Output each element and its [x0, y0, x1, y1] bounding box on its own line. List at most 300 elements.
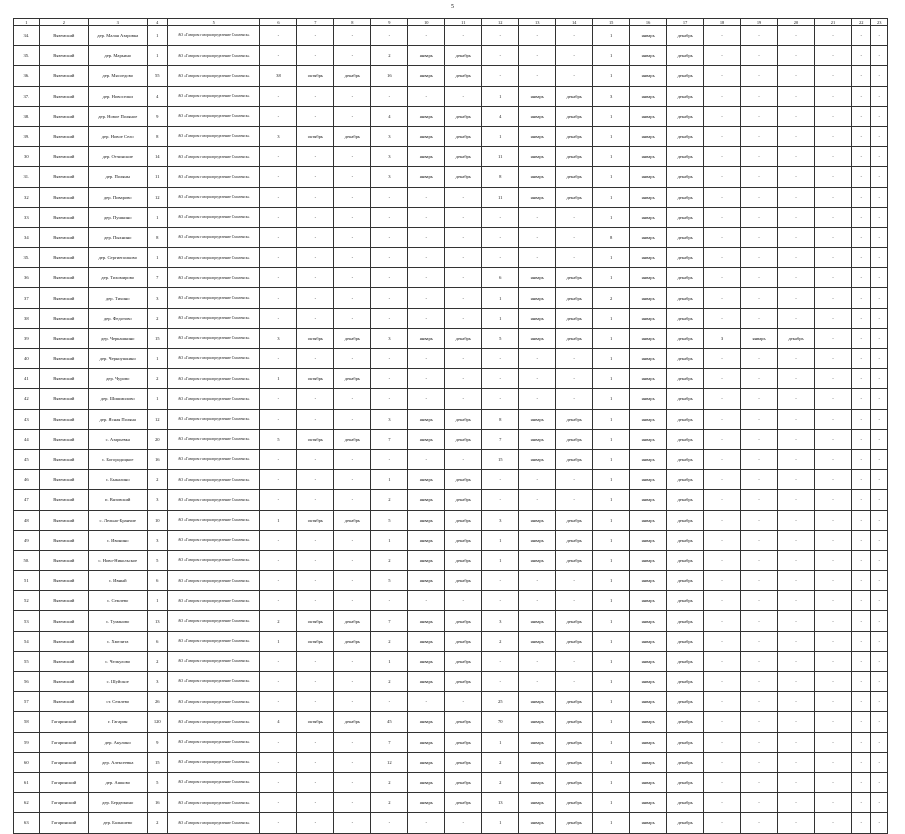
value-cell: -: [371, 207, 408, 227]
value-cell: -: [260, 490, 297, 510]
value-cell: 2: [482, 752, 519, 772]
column-number-header: 21: [814, 19, 851, 26]
value-cell: -: [519, 470, 556, 490]
value-cell: декабрь: [667, 187, 704, 207]
locality-cell: г. Гагарин: [88, 712, 147, 732]
district-cell: Вяземский: [39, 147, 88, 167]
row-number: 39.: [14, 126, 40, 146]
value-cell: 1: [371, 530, 408, 550]
column-number-header: 10: [408, 19, 445, 26]
total-cell: 4: [147, 86, 168, 106]
total-cell: 3: [147, 490, 168, 510]
locality-cell: дер. Бердюкино: [88, 793, 147, 813]
total-cell: 9: [147, 732, 168, 752]
value-cell: -: [371, 308, 408, 328]
value-cell: 1: [593, 389, 630, 409]
row-number: 48: [14, 510, 40, 530]
table-row: [14, 167, 888, 187]
value-cell: октябрь: [297, 510, 334, 530]
value-cell: 1: [260, 369, 297, 389]
organization-cell: АО «Газпром газораспределение Смоленск»: [168, 187, 260, 207]
value-cell: -: [778, 631, 815, 651]
value-cell: декабрь: [445, 631, 482, 651]
value-cell: 4: [260, 712, 297, 732]
value-cell: -: [371, 591, 408, 611]
district-cell: Вяземский: [39, 187, 88, 207]
value-cell: 2: [371, 550, 408, 570]
value-cell: -: [482, 46, 519, 66]
value-cell: -: [814, 349, 851, 369]
value-cell: -: [778, 106, 815, 126]
locality-cell: дер. Ашково: [88, 772, 147, 792]
locality-cell: дер. Ясная Поляна: [88, 409, 147, 429]
organization-cell: АО «Газпром газораспределение Смоленск»: [168, 510, 260, 530]
value-cell: -: [482, 571, 519, 591]
value-cell: 3: [482, 611, 519, 631]
value-cell: -: [814, 672, 851, 692]
total-cell: 2: [147, 651, 168, 671]
value-cell: -: [778, 349, 815, 369]
value-cell: -: [851, 308, 871, 328]
value-cell: 1: [593, 571, 630, 591]
value-cell: -: [334, 46, 371, 66]
value-cell: -: [871, 429, 888, 449]
table-row: [14, 187, 888, 207]
value-cell: -: [778, 167, 815, 187]
value-cell: -: [260, 470, 297, 490]
locality-cell: дер. Сергиеполково: [88, 248, 147, 268]
value-cell: январь: [519, 86, 556, 106]
value-cell: -: [778, 550, 815, 570]
value-cell: -: [814, 26, 851, 46]
total-cell: 1: [147, 207, 168, 227]
value-cell: 1: [593, 106, 630, 126]
row-number: 61: [14, 772, 40, 792]
district-cell: Вяземский: [39, 510, 88, 530]
value-cell: -: [814, 66, 851, 86]
value-cell: -: [871, 86, 888, 106]
value-cell: январь: [519, 268, 556, 288]
locality-cell: дер. Тихомирово: [88, 268, 147, 288]
table-row: [14, 268, 888, 288]
district-cell: Вяземский: [39, 328, 88, 348]
organization-cell: АО «Газпром газораспределение Смоленск»: [168, 470, 260, 490]
value-cell: -: [297, 772, 334, 792]
total-cell: 8: [147, 126, 168, 146]
value-cell: 1: [593, 46, 630, 66]
value-cell: -: [778, 268, 815, 288]
table-row: [14, 793, 888, 813]
value-cell: -: [704, 470, 741, 490]
table-row: [14, 449, 888, 469]
value-cell: декабрь: [667, 147, 704, 167]
value-cell: -: [297, 550, 334, 570]
total-cell: 20: [147, 429, 168, 449]
value-cell: -: [814, 712, 851, 732]
value-cell: -: [704, 752, 741, 772]
value-cell: -: [704, 651, 741, 671]
value-cell: -: [556, 389, 593, 409]
value-cell: -: [871, 248, 888, 268]
column-number-header: 15: [593, 19, 630, 26]
value-cell: 1: [593, 550, 630, 570]
value-cell: -: [334, 752, 371, 772]
value-cell: -: [408, 288, 445, 308]
value-cell: -: [778, 429, 815, 449]
value-cell: декабрь: [556, 813, 593, 833]
value-cell: 1: [482, 86, 519, 106]
locality-cell: с. Быкалино: [88, 470, 147, 490]
district-cell: Гагаринский: [39, 732, 88, 752]
value-cell: 1: [482, 732, 519, 752]
table-row: [14, 227, 888, 247]
value-cell: -: [704, 268, 741, 288]
value-cell: -: [741, 470, 778, 490]
value-cell: 1: [593, 611, 630, 631]
organization-cell: АО «Газпром газораспределение Смоленск»: [168, 793, 260, 813]
value-cell: январь: [630, 550, 667, 570]
value-cell: декабрь: [556, 550, 593, 570]
value-cell: -: [778, 248, 815, 268]
value-cell: -: [814, 651, 851, 671]
value-cell: -: [408, 207, 445, 227]
value-cell: -: [334, 248, 371, 268]
value-cell: -: [371, 26, 408, 46]
value-cell: -: [851, 651, 871, 671]
value-cell: -: [297, 288, 334, 308]
value-cell: январь: [630, 126, 667, 146]
value-cell: январь: [630, 106, 667, 126]
value-cell: -: [704, 66, 741, 86]
value-cell: -: [814, 752, 851, 772]
value-cell: -: [334, 793, 371, 813]
organization-cell: АО «Газпром газораспределение Смоленск»: [168, 268, 260, 288]
column-number-header: 6: [260, 19, 297, 26]
value-cell: -: [297, 227, 334, 247]
value-cell: -: [334, 349, 371, 369]
value-cell: -: [408, 389, 445, 409]
value-cell: январь: [630, 328, 667, 348]
value-cell: 2: [482, 631, 519, 651]
value-cell: -: [851, 288, 871, 308]
organization-cell: АО «Газпром газораспределение Смоленск»: [168, 490, 260, 510]
value-cell: октябрь: [297, 611, 334, 631]
value-cell: -: [871, 349, 888, 369]
value-cell: 7: [482, 429, 519, 449]
value-cell: 1: [593, 752, 630, 772]
value-cell: -: [482, 207, 519, 227]
value-cell: -: [556, 349, 593, 369]
organization-cell: АО «Газпром газораспределение Смоленск»: [168, 692, 260, 712]
locality-cell: дер. Алексеевка: [88, 752, 147, 772]
value-cell: -: [260, 268, 297, 288]
value-cell: -: [851, 591, 871, 611]
value-cell: -: [334, 591, 371, 611]
value-cell: декабрь: [334, 712, 371, 732]
value-cell: -: [778, 793, 815, 813]
value-cell: январь: [408, 611, 445, 631]
value-cell: -: [445, 349, 482, 369]
total-cell: 2: [147, 308, 168, 328]
organization-cell: АО «Газпром газораспределение Смоленск»: [168, 207, 260, 227]
district-cell: Вяземский: [39, 369, 88, 389]
value-cell: январь: [519, 409, 556, 429]
value-cell: -: [851, 106, 871, 126]
district-cell: Вяземский: [39, 167, 88, 187]
value-cell: -: [871, 167, 888, 187]
table-row: [14, 86, 888, 106]
organization-cell: АО «Газпром газораспределение Смоленск»: [168, 349, 260, 369]
value-cell: 1: [593, 26, 630, 46]
value-cell: -: [371, 86, 408, 106]
organization-cell: АО «Газпром газораспределение Смоленск»: [168, 369, 260, 389]
value-cell: -: [704, 813, 741, 833]
value-cell: -: [297, 26, 334, 46]
row-number: 50.: [14, 550, 40, 570]
value-cell: -: [778, 672, 815, 692]
value-cell: 3: [371, 126, 408, 146]
value-cell: -: [260, 207, 297, 227]
value-cell: октябрь: [297, 126, 334, 146]
value-cell: 5: [482, 328, 519, 348]
value-cell: декабрь: [556, 268, 593, 288]
value-cell: -: [851, 611, 871, 631]
value-cell: декабрь: [445, 793, 482, 813]
value-cell: январь: [519, 308, 556, 328]
locality-cell: с. Туманово: [88, 611, 147, 631]
value-cell: -: [408, 187, 445, 207]
value-cell: -: [260, 772, 297, 792]
organization-cell: АО «Газпром газораспределение Смоленск»: [168, 449, 260, 469]
value-cell: -: [871, 268, 888, 288]
value-cell: январь: [519, 793, 556, 813]
table-row: [14, 147, 888, 167]
value-cell: январь: [630, 147, 667, 167]
value-cell: -: [741, 268, 778, 288]
value-cell: -: [297, 490, 334, 510]
column-number-header: 13: [519, 19, 556, 26]
value-cell: 2: [371, 772, 408, 792]
value-cell: декабрь: [445, 672, 482, 692]
value-cell: -: [814, 470, 851, 490]
value-cell: -: [778, 692, 815, 712]
value-cell: -: [482, 651, 519, 671]
column-number-header: 1: [14, 19, 40, 26]
value-cell: декабрь: [667, 349, 704, 369]
value-cell: 11: [482, 147, 519, 167]
value-cell: -: [371, 187, 408, 207]
schedule-table: [13, 18, 888, 834]
value-cell: 45: [371, 712, 408, 732]
value-cell: -: [519, 26, 556, 46]
value-cell: -: [297, 248, 334, 268]
organization-cell: АО «Газпром газораспределение Смоленск»: [168, 752, 260, 772]
value-cell: январь: [630, 530, 667, 550]
value-cell: -: [260, 389, 297, 409]
column-number-header: 14: [556, 19, 593, 26]
value-cell: -: [260, 187, 297, 207]
value-cell: -: [334, 26, 371, 46]
value-cell: -: [871, 712, 888, 732]
value-cell: -: [704, 106, 741, 126]
value-cell: -: [851, 470, 871, 490]
organization-cell: АО «Газпром газораспределение Смоленск»: [168, 571, 260, 591]
row-number: 35.: [14, 46, 40, 66]
value-cell: -: [297, 591, 334, 611]
value-cell: январь: [630, 349, 667, 369]
value-cell: -: [482, 490, 519, 510]
row-number: 53: [14, 611, 40, 631]
value-cell: январь: [408, 167, 445, 187]
value-cell: -: [260, 147, 297, 167]
table-row: [14, 288, 888, 308]
value-cell: -: [741, 248, 778, 268]
value-cell: декабрь: [334, 369, 371, 389]
value-cell: январь: [630, 227, 667, 247]
value-cell: -: [704, 793, 741, 813]
value-cell: декабрь: [445, 126, 482, 146]
value-cell: -: [741, 26, 778, 46]
value-cell: -: [297, 732, 334, 752]
value-cell: декабрь: [556, 328, 593, 348]
value-cell: -: [556, 66, 593, 86]
locality-cell: с. Семлево: [88, 591, 147, 611]
value-cell: -: [704, 490, 741, 510]
value-cell: январь: [408, 550, 445, 570]
value-cell: -: [519, 389, 556, 409]
value-cell: -: [814, 611, 851, 631]
value-cell: -: [741, 550, 778, 570]
row-number: 38.: [14, 106, 40, 126]
value-cell: -: [778, 651, 815, 671]
value-cell: -: [371, 227, 408, 247]
value-cell: 1: [482, 288, 519, 308]
value-cell: -: [851, 369, 871, 389]
value-cell: -: [814, 631, 851, 651]
value-cell: -: [814, 288, 851, 308]
value-cell: -: [519, 490, 556, 510]
value-cell: -: [334, 227, 371, 247]
value-cell: -: [297, 207, 334, 227]
value-cell: -: [371, 369, 408, 389]
value-cell: -: [814, 510, 851, 530]
value-cell: -: [704, 126, 741, 146]
value-cell: декабрь: [667, 571, 704, 591]
value-cell: -: [445, 268, 482, 288]
value-cell: 2: [482, 772, 519, 792]
value-cell: январь: [408, 490, 445, 510]
value-cell: -: [519, 651, 556, 671]
value-cell: -: [482, 227, 519, 247]
row-number: 60: [14, 752, 40, 772]
column-number-header: 17: [667, 19, 704, 26]
row-number: 46: [14, 470, 40, 490]
value-cell: 2: [371, 490, 408, 510]
column-number-header: 19: [741, 19, 778, 26]
value-cell: декабрь: [667, 167, 704, 187]
value-cell: январь: [519, 449, 556, 469]
value-cell: декабрь: [445, 732, 482, 752]
value-cell: -: [482, 349, 519, 369]
value-cell: -: [704, 26, 741, 46]
value-cell: -: [741, 106, 778, 126]
value-cell: -: [778, 126, 815, 146]
value-cell: -: [741, 126, 778, 146]
value-cell: декабрь: [556, 288, 593, 308]
value-cell: декабрь: [556, 409, 593, 429]
value-cell: -: [704, 732, 741, 752]
total-cell: 3: [147, 288, 168, 308]
value-cell: -: [408, 692, 445, 712]
row-number: 54: [14, 631, 40, 651]
value-cell: -: [260, 732, 297, 752]
value-cell: январь: [408, 571, 445, 591]
value-cell: -: [334, 409, 371, 429]
district-cell: Вяземский: [39, 207, 88, 227]
value-cell: 12: [371, 752, 408, 772]
organization-cell: АО «Газпром газораспределение Смоленск»: [168, 550, 260, 570]
value-cell: 2: [371, 793, 408, 813]
page-number: 5: [451, 4, 454, 10]
value-cell: 1: [482, 813, 519, 833]
value-cell: 1: [593, 732, 630, 752]
locality-cell: ст. Семлево: [88, 692, 147, 712]
value-cell: 1: [593, 167, 630, 187]
value-cell: -: [408, 268, 445, 288]
value-cell: -: [260, 651, 297, 671]
value-cell: январь: [519, 147, 556, 167]
value-cell: декабрь: [445, 651, 482, 671]
value-cell: 1: [593, 692, 630, 712]
table-row: [14, 510, 888, 530]
row-number: 33: [14, 207, 40, 227]
value-cell: -: [334, 490, 371, 510]
value-cell: -: [297, 167, 334, 187]
value-cell: декабрь: [667, 712, 704, 732]
column-number-header: 8: [334, 19, 371, 26]
value-cell: -: [704, 207, 741, 227]
value-cell: -: [445, 308, 482, 328]
value-cell: -: [260, 672, 297, 692]
value-cell: -: [260, 571, 297, 591]
value-cell: -: [297, 692, 334, 712]
value-cell: декабрь: [445, 46, 482, 66]
district-cell: Вяземский: [39, 651, 88, 671]
value-cell: январь: [519, 167, 556, 187]
total-cell: 1: [147, 389, 168, 409]
value-cell: декабрь: [445, 167, 482, 187]
organization-cell: АО «Газпром газораспределение Смоленск»: [168, 26, 260, 46]
value-cell: январь: [630, 591, 667, 611]
value-cell: 1: [593, 651, 630, 671]
value-cell: -: [851, 86, 871, 106]
value-cell: -: [741, 349, 778, 369]
value-cell: 1: [593, 793, 630, 813]
table-row: [14, 66, 888, 86]
value-cell: -: [851, 268, 871, 288]
value-cell: январь: [519, 328, 556, 348]
district-cell: Вяземский: [39, 248, 88, 268]
district-cell: Вяземский: [39, 429, 88, 449]
value-cell: -: [851, 772, 871, 792]
value-cell: 1: [593, 813, 630, 833]
value-cell: январь: [630, 449, 667, 469]
value-cell: декабрь: [667, 389, 704, 409]
total-cell: 3: [147, 672, 168, 692]
value-cell: декабрь: [334, 611, 371, 631]
value-cell: -: [260, 550, 297, 570]
value-cell: 1: [593, 268, 630, 288]
